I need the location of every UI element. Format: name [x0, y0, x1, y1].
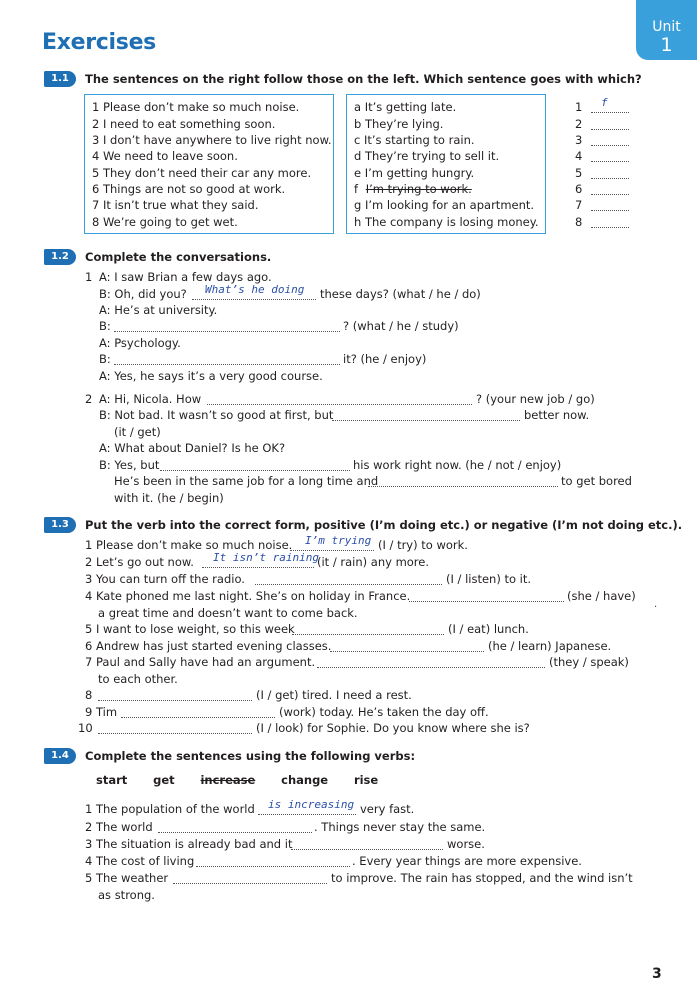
exercise-1-2-instruction: Complete the conversations.: [85, 250, 272, 264]
answer-blank[interactable]: [591, 102, 629, 113]
exercise-line: (she / have): [567, 589, 636, 603]
conversation-line: B: Yes, but: [99, 458, 160, 472]
exercise-1-4-instruction: Complete the sentences using the following verbs:: [85, 749, 416, 763]
exercise-badge-1-1: 1.1: [44, 71, 76, 87]
left-sentence: 8 We’re going to get wet.: [92, 215, 238, 229]
right-sentence: b They’re lying.: [354, 117, 444, 131]
answer-blank[interactable]: [121, 707, 275, 718]
exercise-line: 4 Kate phoned me last night. She’s on holiday in France.: [85, 589, 411, 603]
answer-number: 4: [575, 149, 583, 163]
exercise-line: 2 The world: [85, 820, 153, 834]
left-sentence: 6 Things are not so good at work.: [92, 182, 286, 196]
conversation-line: it? (he / enjoy): [343, 352, 427, 366]
left-sentence: 4 We need to leave soon.: [92, 149, 238, 163]
right-sentences-box: [346, 94, 546, 234]
exercise-line: 5 I want to lose weight, so this week: [85, 622, 295, 636]
answer-blank[interactable]: [114, 354, 340, 365]
exercise-line: 3 You can turn off the radio.: [85, 572, 245, 586]
answer-blank[interactable]: [160, 460, 350, 471]
stray-mark: ·: [654, 602, 658, 613]
answer-example: f: [601, 96, 608, 109]
answer-blank[interactable]: [409, 591, 564, 602]
exercise-badge-1-3: 1.3: [44, 517, 76, 533]
right-sentence: e I’m getting hungry.: [354, 166, 475, 180]
answer-blank[interactable]: [332, 410, 520, 421]
answer-number: 6: [575, 182, 583, 196]
exercise-line: (I / get) tired. I need a rest.: [256, 688, 412, 702]
exercise-line: 4 The cost of living: [85, 854, 195, 868]
left-sentence: 2 I need to eat something soon.: [92, 117, 276, 131]
right-sentence: [354, 182, 472, 196]
verb-increase: increase: [200, 773, 256, 787]
answer-blank[interactable]: [591, 151, 629, 162]
conversation-line: these days? (what / he / do): [320, 287, 481, 301]
exercise-line: to each other.: [98, 672, 178, 686]
exercise-1-3-instruction: Put the verb into the correct form, positive (I’m doing etc.) or negative (I’m not doing etc.).: [85, 518, 683, 532]
answer-blank[interactable]: [173, 873, 327, 884]
answer-blank[interactable]: [317, 657, 545, 668]
answer-blank[interactable]: [292, 624, 444, 635]
answer-number: 8: [575, 215, 583, 229]
exercise-line: 10: [78, 721, 93, 735]
exercise-line: worse.: [447, 837, 485, 851]
conversation-line: ? (your new job / go): [476, 392, 595, 406]
struck-example-sentence: I’m trying to work.: [365, 182, 472, 196]
exercise-line: (I / try) to work.: [378, 538, 468, 552]
answer-number: 5: [575, 166, 583, 180]
answer-blank[interactable]: [196, 856, 350, 867]
answer-blank[interactable]: [591, 168, 629, 179]
answer-blank[interactable]: [158, 822, 312, 833]
conversation-line: A: He’s at university.: [99, 303, 218, 317]
answer-blank[interactable]: [591, 184, 629, 195]
conversation-line: better now.: [524, 408, 590, 422]
right-sentence: h The company is losing money.: [354, 215, 539, 229]
exercise-line: (they / speak): [549, 655, 629, 669]
conversation-line: B:: [99, 352, 111, 366]
exercise-badge-1-4: 1.4: [44, 748, 76, 764]
answer-blank[interactable]: [591, 119, 629, 130]
answer-blank[interactable]: [291, 839, 443, 850]
answer-blank[interactable]: [98, 723, 252, 734]
left-sentence: 1 Please don’t make so much noise.: [92, 100, 300, 114]
exercise-line: (I / look) for Sophie. Do you know where she is?: [256, 721, 530, 735]
exercise-line: . Things never stay the same.: [314, 820, 486, 834]
answer-blank[interactable]: [255, 574, 442, 585]
conversation-line: with it. (he / begin): [114, 491, 224, 505]
conversation-line: A: What about Daniel? Is he OK?: [99, 441, 286, 455]
conversation-line: B: Not bad. It wasn’t so good at first, but: [99, 408, 334, 422]
answer-example: is increasing: [268, 798, 355, 811]
conversation-number: 1: [85, 270, 93, 284]
answer-blank[interactable]: [114, 321, 340, 332]
exercise-line: 5 The weather: [85, 871, 169, 885]
conversation-number: 2: [85, 392, 93, 406]
unit-tab: [636, 0, 697, 60]
conversation-line: A: Hi, Nicola. How: [99, 392, 202, 406]
unit-label: Unit: [652, 19, 681, 35]
left-sentence: 5 They don’t need their car any more.: [92, 166, 312, 180]
answer-blank[interactable]: [207, 394, 472, 405]
exercise-line: 1 Please don’t make so much noise.: [85, 538, 293, 552]
answer-example: It isn’t raining: [213, 551, 319, 564]
exercise-line: (I / eat) lunch.: [448, 622, 529, 636]
exercise-line: 6 Andrew has just started evening classes.: [85, 639, 332, 653]
verb-start: start: [96, 773, 128, 787]
answer-number: 2: [575, 117, 583, 131]
page-number: 3: [652, 966, 662, 982]
right-sentence-letter: f: [354, 182, 359, 196]
exercise-line: 3 The situation is already bad and it: [85, 837, 293, 851]
exercise-line: (it / rain) any more.: [317, 555, 430, 569]
unit-number: 1: [660, 34, 673, 56]
exercise-line: 9 Tim: [85, 705, 118, 719]
exercise-line: 2 Let’s go out now.: [85, 555, 194, 569]
answer-blank[interactable]: [368, 476, 558, 487]
conversation-line: B:: [99, 319, 111, 333]
verb-rise: rise: [353, 773, 379, 787]
answer-example: What’s he doing: [205, 283, 305, 296]
verb-change: change: [281, 773, 329, 787]
conversation-line: B: Oh, did you?: [99, 287, 187, 301]
answer-blank[interactable]: [98, 690, 252, 701]
conversation-line: A: I saw Brian a few days ago.: [99, 270, 272, 284]
page-title: Exercises: [42, 30, 156, 55]
answer-blank[interactable]: [591, 135, 629, 146]
answer-blank[interactable]: [591, 200, 629, 211]
exercise-line: 1 The population of the world: [85, 802, 255, 816]
conversation-line: A: Psychology.: [99, 336, 181, 350]
left-sentences-box: [84, 94, 334, 234]
exercise-badge-1-2: 1.2: [44, 249, 76, 265]
exercise-line: as strong.: [98, 888, 155, 902]
answer-number: 7: [575, 198, 583, 212]
conversation-line: to get bored: [561, 474, 632, 488]
left-sentence: 3 I don’t have anywhere to live right now.: [92, 133, 332, 147]
conversation-line: A: Yes, he says it’s a very good course.: [99, 369, 323, 383]
exercise-line: a great time and doesn’t want to come back.: [98, 606, 358, 620]
exercise-line: to improve. The rain has stopped, and the wind isn’t: [331, 871, 633, 885]
verb-get: get: [153, 773, 175, 787]
conversation-line: (it / get): [114, 425, 161, 439]
right-sentence: c It’s starting to rain.: [354, 133, 475, 147]
exercise-line: (he / learn) Japanese.: [488, 639, 612, 653]
exercise-line: (work) today. He’s taken the day off.: [279, 705, 489, 719]
answer-example: I’m trying: [305, 534, 372, 547]
conversation-line: He’s been in the same job for a long time and: [114, 474, 379, 488]
exercise-line: (I / listen) to it.: [446, 572, 532, 586]
conversation-line: his work right now. (he / not / enjoy): [353, 458, 562, 472]
exercise-line: 8: [85, 688, 93, 702]
conversation-line: ? (what / he / study): [343, 319, 459, 333]
right-sentence: a It’s getting late.: [354, 100, 457, 114]
left-sentence: 7 It isn’t true what they said.: [92, 198, 259, 212]
exercise-line: 7 Paul and Sally have had an argument.: [85, 655, 316, 669]
answer-blank[interactable]: [591, 217, 629, 228]
exercise-line: very fast.: [360, 802, 415, 816]
answer-number: 1: [575, 100, 583, 114]
answer-number: 3: [575, 133, 583, 147]
right-sentence: d They’re trying to sell it.: [354, 149, 500, 163]
right-sentence: g I’m looking for an apartment.: [354, 198, 535, 212]
verb-list: [96, 773, 400, 787]
exercise-1-1-instruction: The sentences on the right follow those on the left. Which sentence goes with which?: [85, 72, 642, 86]
exercise-line: . Every year things are more expensive.: [352, 854, 582, 868]
answer-blank[interactable]: [330, 641, 484, 652]
